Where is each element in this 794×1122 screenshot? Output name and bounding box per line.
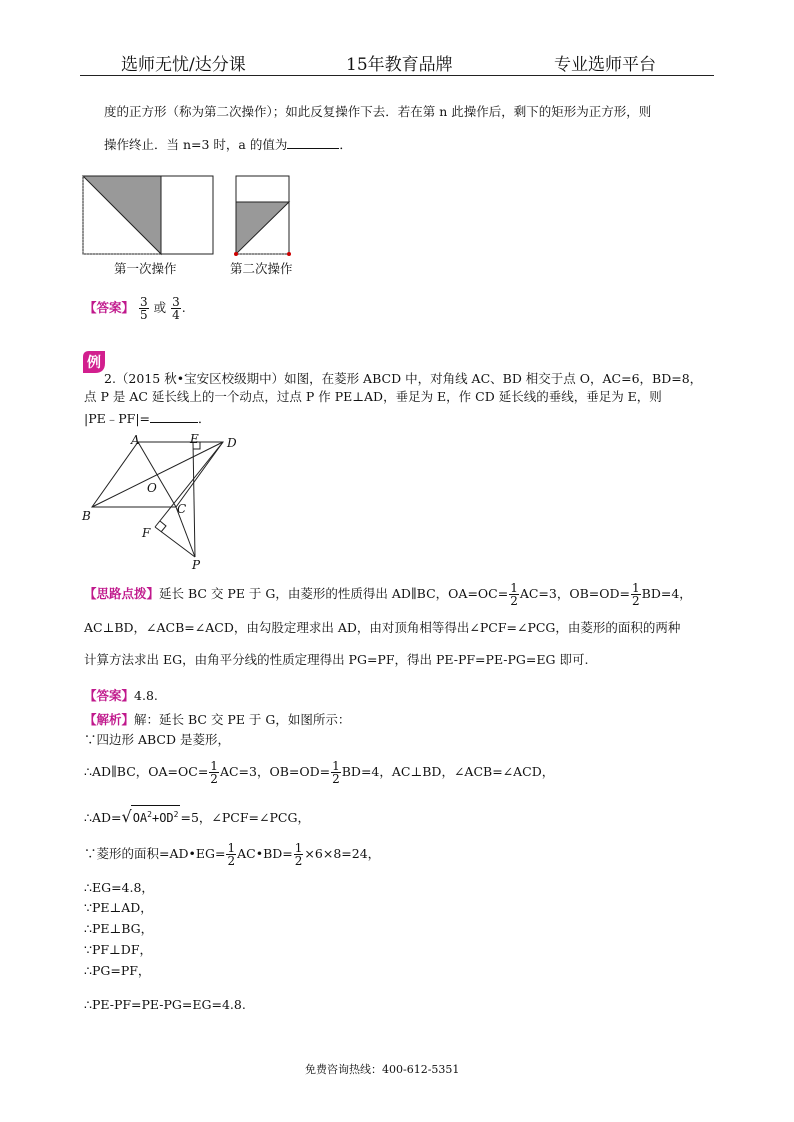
solution-line4: ∵菱形的面积=AD•EG= $\frac{1}{2}$ AC•BD= $\frac{1}{2}$ ×6×8=24， <box>84 841 381 868</box>
fraction-3-5: $\frac{3}{5}$ <box>140 295 148 322</box>
q1-answer-blank <box>287 138 339 149</box>
segment-pe <box>193 442 195 557</box>
fraction-half: $\frac{1}{2}$ <box>210 759 218 786</box>
q1-line2: 操作终止．当 n=3 时，a 的值为 ． <box>104 137 352 152</box>
solution-line2: ∴AD∥BC，OA=OC= $\frac{1}{2}$ AC=3，OB=OD= $\frac{1}{2}$ BD=4，AC⊥BD，∠ACB=∠ACD， <box>84 759 555 786</box>
caption-second-op: 第二次操作 <box>230 261 293 276</box>
label-c: C <box>177 502 187 516</box>
footer-hotline: 免费咨询热线：400-612-5351 <box>305 1063 460 1076</box>
caption-first-op: 第一次操作 <box>114 261 177 276</box>
label-o: O <box>147 481 157 495</box>
answer-tag: 【答案】 <box>84 688 135 703</box>
fraction-half: $\frac{1}{2}$ <box>227 841 236 868</box>
hint-line3: 计算方法求出 EG，由角平分线的性质定理得出 PG=PF，得出 PE-PF=PE-PG=EG 即可. <box>84 652 589 667</box>
header-platform: 专业选师平台 <box>554 55 656 75</box>
right-angle-f <box>160 521 166 532</box>
example-badge: 例 <box>81 349 107 375</box>
solution-line5: ∴EG=4.8， <box>84 880 154 895</box>
label-b: B <box>82 509 91 523</box>
q2-answer-blank <box>150 412 198 423</box>
label-p: P <box>192 558 201 572</box>
solution-line0: 【解析】解：延长 BC 交 PE 于 G，如图所示： <box>84 712 351 727</box>
q2-line3: |PE﹣PF|= ． <box>84 411 211 426</box>
rhombus-figure <box>78 432 248 572</box>
solution-line6: ∵PE⊥AD， <box>84 900 153 915</box>
diagonal-bd <box>92 442 223 507</box>
hint-line2: AC⊥BD，∠ACB=∠ACD，由勾股定理求出 AD，由对顶角相等得出∠PCF=∠PCG，由菱形的面积的两种 <box>84 620 681 635</box>
label-e: E <box>190 432 199 446</box>
cd-extension <box>155 442 223 527</box>
label-d: D <box>227 436 237 450</box>
q1-figures <box>80 172 310 260</box>
fraction-half: $\frac{1}{2}$ <box>294 841 303 868</box>
fraction-3-4: $\frac{3}{4}$ <box>172 295 180 322</box>
sqrt-expression: $OA^2+OD^2$ <box>131 805 181 827</box>
answer-tag: 【答案】 <box>84 300 135 315</box>
header-brand: 选师无忧/达分课 <box>121 55 246 75</box>
solution-line8: ∵PF⊥DF， <box>84 942 152 957</box>
q2-line1: 2.（2015 秋•宝安区校级期中）如图，在菱形 ABCD 中，对角线 AC、BD 相交于点 O，AC=6，BD=8， <box>104 371 703 386</box>
q1-answer: 【答案】 $\frac{3}{5}$ 或 $\frac{3}{4}$ . <box>84 295 186 322</box>
second-op-point-right <box>287 252 291 256</box>
fraction-half: $\frac{1}{2}$ <box>632 581 640 608</box>
hint-tag: 【思路点拨】 <box>84 586 160 601</box>
second-op-point-left <box>234 252 238 256</box>
solution-line1: ∵四边形 ABCD 是菱形， <box>84 732 230 747</box>
hint-line1: 【思路点拨】延长 BC 交 PE 于 G，由菱形的性质得出 AD∥BC，OA=OC= $\frac{1}{2}$ AC=3，OB=OD= $\frac{1}{2}$ BD=4， <box>84 581 692 608</box>
q2-answer: 【答案】4.8. <box>84 688 158 703</box>
q2-line2: 点 P 是 AC 延长线上的一个动点，过点 P 作 PE⊥AD，垂足为 E，作 CD 延长线的垂线，垂足为 E，则 <box>84 389 662 404</box>
solution-line3: $\therefore AD=√OA^2+OD^2 =5$，∠PCF=∠PCG， <box>84 807 310 826</box>
header-divider <box>80 75 714 76</box>
fraction-half: $\frac{1}{2}$ <box>332 759 340 786</box>
header-slogan: 15年教育品牌 <box>346 55 453 75</box>
solution-line10: ∴PE-PF=PE-PG=EG=4.8. <box>84 997 246 1012</box>
solution-tag: 【解析】 <box>84 712 135 727</box>
label-f: F <box>142 526 151 540</box>
label-a: A <box>131 433 140 447</box>
solution-line7: ∴PE⊥BG， <box>84 921 154 936</box>
fraction-half: $\frac{1}{2}$ <box>510 581 518 608</box>
q1-line1: 度的正方形（称为第二次操作）；如此反复操作下去．若在第 n 此操作后，剩下的矩形为正方形，则 <box>104 104 652 119</box>
solution-line9: ∴PG=PF， <box>84 963 151 978</box>
